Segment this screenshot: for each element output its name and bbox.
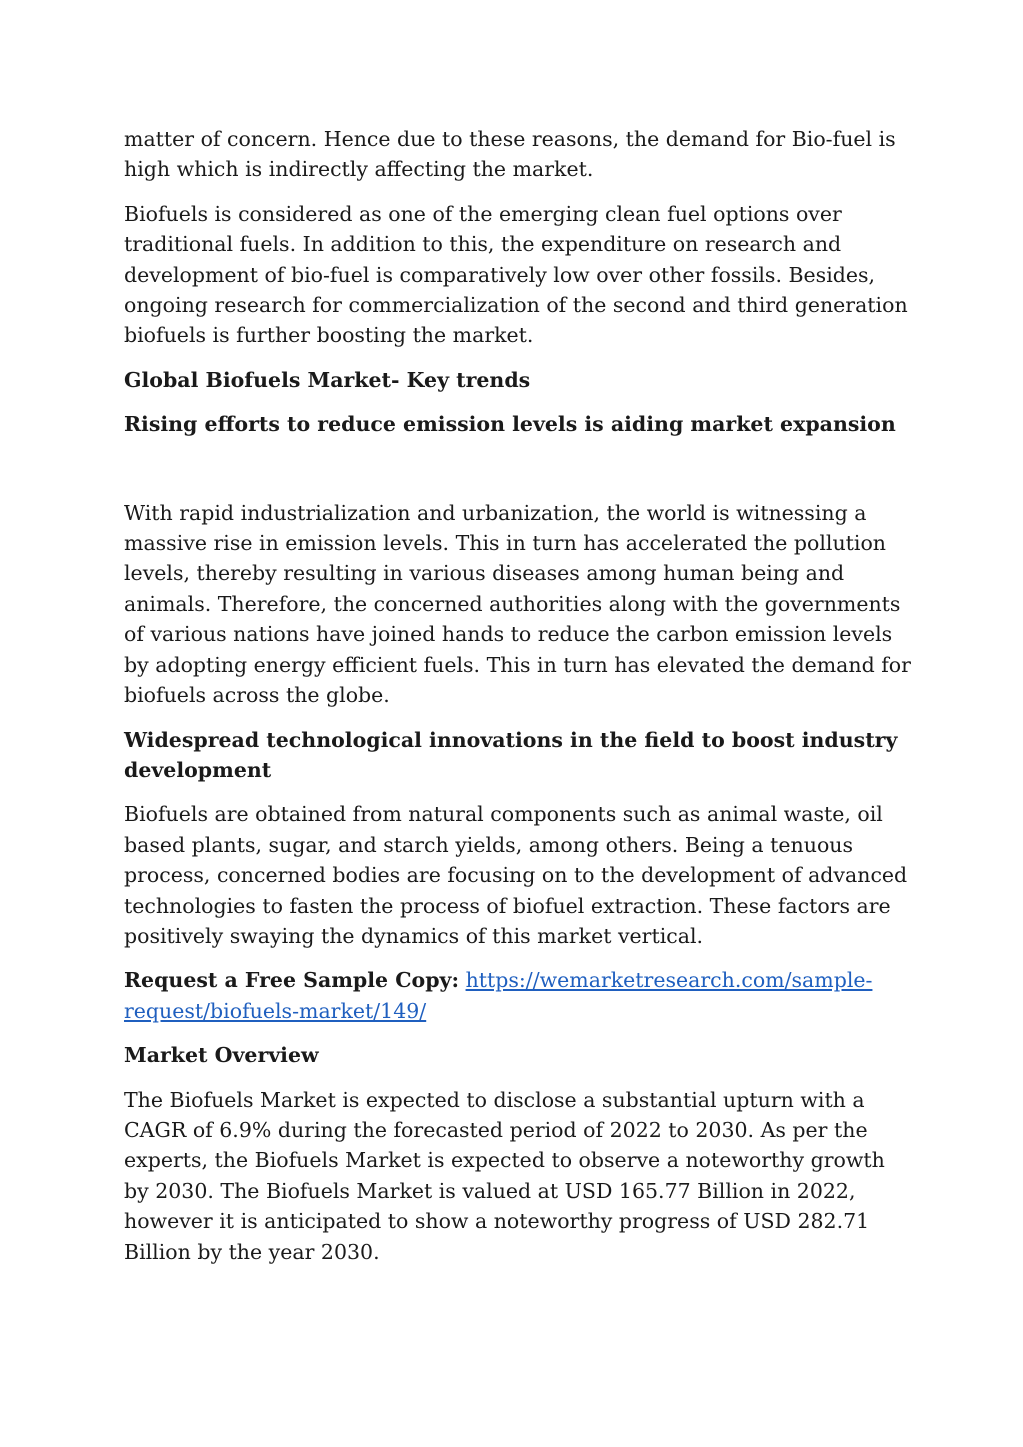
paragraph-natural-components: Biofuels are obtained from natural components such as animal waste, oil based plants, sugar, and starch yields, among others. Being a tenuous process, concerned bodies are focusing on to the development of advanced technologies to fasten the process of biofuel extraction. These factors are positively swaying the dynamics of this market vertical. — [124, 802, 908, 948]
heading-technological-innovations: Widespread technological innovations in the field to boost industry development — [124, 727, 898, 782]
spacer — [124, 454, 914, 498]
sample-request-label: Request a Free Sample Copy: — [124, 968, 460, 993]
paragraph-clean-fuel: Biofuels is considered as one of the emerging clean fuel options over traditional fuels. In addition to this, the expenditure on research and development of bio-fuel is comparatively low over other fossils. Besides, ongoing research for commercialization of the second and third generation biofuels is further boosting the market. — [124, 201, 908, 348]
heading-emission-levels: Rising efforts to reduce emission levels is aiding market expansion — [124, 412, 896, 437]
heading-key-trends: Global Biofuels Market- Key trends — [124, 367, 531, 392]
heading-market-overview: Market Overview — [124, 1043, 319, 1068]
sample-request-link[interactable]: https://wemarketresearch.com/sample-request/biofuels-market/149/ — [124, 968, 873, 1023]
document-page — [124, 124, 914, 1281]
paragraph-demand: matter of concern. Hence due to these reasons, the demand for Bio-fuel is high which is indirectly affecting the market. — [124, 127, 896, 182]
paragraph-market-overview: The Biofuels Market is expected to disclose a substantial upturn with a CAGR of 6.9% during the forecasted period of 2022 to 2030. As per the experts, the Biofuels Market is expected to observe a noteworthy growth by 2030. The Biofuels Market is valued at USD 165.77 Billion in 2022, however it is anticipated to show a noteworthy progress of USD 282.71 Billion by the year 2030. — [124, 1087, 885, 1264]
paragraph-industrialization: With rapid industrialization and urbanization, the world is witnessing a massive rise in emission levels. This in turn has accelerated the pollution levels, thereby resulting in various diseases among human being and animals. Therefore, the concerned authorities along with the governments of various nations have joined hands to reduce the carbon emission levels by adopting energy efficient fuels. This in turn has elevated the demand for biofuels across the globe. — [124, 500, 911, 708]
sample-request-line — [124, 965, 914, 1026]
